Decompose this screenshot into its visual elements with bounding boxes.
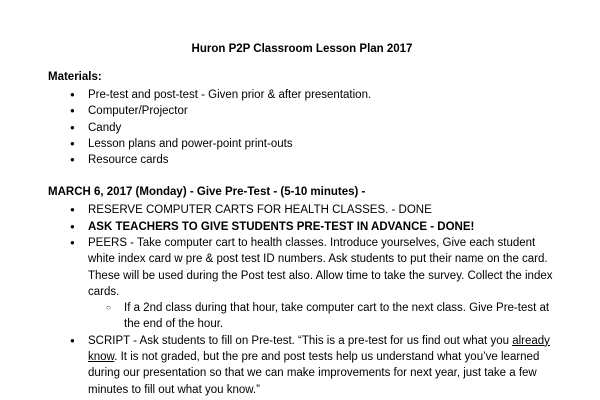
list-item: [70, 333, 556, 398]
materials-list: [48, 87, 556, 169]
list-item: ● Resource cards: [70, 152, 556, 168]
list-item: ● RESERVE COMPUTER CARTS FOR HEALTH CLASSES. - DONE: [70, 202, 556, 218]
list-item: ● Computer/Projector: [70, 103, 556, 119]
list-item: ● Lesson plans and power-point print-outs: [70, 136, 556, 152]
session-sublist: [70, 300, 556, 333]
session-heading: MARCH 6, 2017 (Monday) - Give Pre-Test - (5-10 minutes) -: [48, 185, 366, 198]
script-emphasis: already know: [88, 334, 550, 364]
list-item: ● ASK TEACHERS TO GIVE STUDENTS PRE-TEST IN ADVANCE - DONE!: [70, 219, 556, 235]
page-title: Huron P2P Classroom Lesson Plan 2017: [191, 43, 413, 55]
script-text-part2: . It is not graded, but the pre and post tests help us understand what you’ve learned during our presentation so that we can make improvements for next year, just take a few minutes to fill out what you know.”: [88, 351, 540, 396]
list-item: ● Pre-test and post-test - Given prior & after presentation.: [70, 87, 556, 103]
session-list: [48, 202, 556, 398]
script-text-part1: SCRIPT - Ask students to fill on Pre-test. “This is a pre-test for us find out what you: [88, 334, 513, 347]
section-spacer: [48, 169, 556, 185]
list-item: ● PEERS - Take computer cart to health classes. Introduce yourselves, Give each student white index card w pre & post test ID numbers. Ask students to put their name on the card. These will be used during the Post test also. Allow time to take the survey. Collect the index cards.: [70, 235, 556, 300]
materials-heading: Materials:: [48, 70, 102, 83]
list-item: ● Candy: [70, 120, 556, 136]
list-item: ○ If a 2nd class during that hour, take computer cart to the next class. Give Pre-test at the end of the hour.: [106, 300, 556, 333]
